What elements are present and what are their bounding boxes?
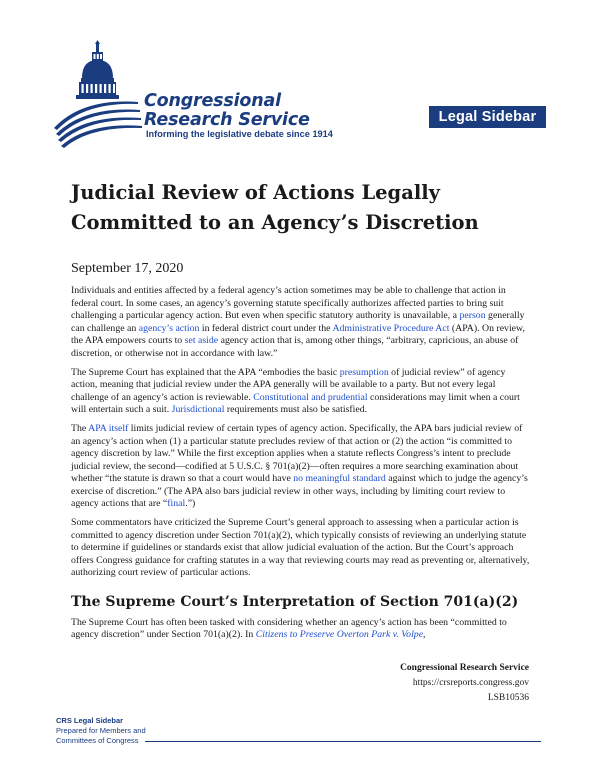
text: of judicial review” of agency action, meaning that judicial review under the APA generally will be available to a party. But not every legal challenge of an agency’s action is reviewable. — [71, 366, 506, 403]
footer-series — [56, 716, 146, 746]
text: considerations may limit when a court will entertain such a suit. — [71, 391, 520, 415]
link-apa-itself[interactable]: APA itself — [88, 423, 129, 434]
section-heading: The Supreme Court’s Interpretation of Section 701(a)(2) — [71, 593, 519, 610]
link-final[interactable]: final — [167, 498, 186, 509]
paragraph-3 — [71, 423, 533, 511]
document-title: Judicial Review of Actions Legally Committed to an Agency’s Discretion — [71, 181, 479, 234]
text: in federal district court under the — [199, 322, 333, 334]
text: The — [71, 423, 89, 434]
text: The Supreme Court has often been tasked with considering whether an agency’s action has been “committed to agency discretion” under Section 701(a)(2). In — [71, 616, 507, 640]
text: , — [423, 629, 426, 640]
link-no-meaningful-standard[interactable]: no meaningful standard — [293, 473, 386, 484]
footer-series-line2: Prepared for Members and — [56, 726, 146, 735]
org-name — [144, 92, 374, 130]
text: The Supreme Court has explained that the APA “embodies the basic — [71, 366, 340, 378]
text: limits judicial review of certain types of agency action. Specifically, the APA bars judicial review of an agency’s action when (1) a particular statute precludes review of that action or (2) the action “is committed to agency discretion by law.” While the first exception applies when a statute reflects Congress’s intent to preclude judicial review, the second—codified at 5 U.S.C. § 701(a)(2)—often requires a more searching examination about whether “the statute is drawn so that a court would have — [71, 423, 523, 484]
footer-series-line3: Committees of Congress — [56, 736, 139, 745]
footer-divider — [145, 741, 541, 742]
paragraph-5 — [71, 617, 533, 642]
link-jurisdictional[interactable]: Jurisdictional — [171, 404, 225, 415]
footer-report-id: LSB10536 — [487, 693, 529, 703]
crs-capitol-logo-icon — [52, 40, 142, 150]
paragraph-4: Some commentators have criticized the Supreme Court’s general approach to assessing when a particular action is committed to agency discretion under Section 701(a)(2), which typically consists of reviewing an underlying statute to determine if guidelines or standards exist that allow judicial evaluation of the action. But the Court’s approach offers Congress guidance for crafting statutes in a way that reviewing courts may read as preventing or, alternatively, authorizing court review of particular actions. — [71, 517, 530, 578]
text: generally can challenge an — [71, 310, 525, 334]
org-name-line1: Congressional — [144, 91, 281, 111]
text: (APA). On review, the APA empowers courts to — [71, 322, 525, 346]
case-name: Citizens to Preserve Overton Park v. Volpe — [255, 629, 424, 640]
paragraph-2 — [71, 367, 533, 417]
link-administrative-procedure-act[interactable]: Administrative Procedure Act — [332, 322, 450, 334]
link-person[interactable]: person — [459, 310, 486, 321]
footer-info — [400, 661, 529, 706]
org-name-line2: Research Service — [144, 110, 310, 130]
footer-org: Congressional Research Service — [400, 663, 529, 673]
text: Individuals and entities affected by a federal agency’s action sometimes may be able to challenge that action in federal court. In some cases, an agency’s governing statute specifically authorizes affected parties to bring suit challenging a particular agency action. But even when specific statutory authority is unavailable, a — [71, 285, 506, 321]
text: requirements must also be satisfied. — [224, 404, 368, 415]
text: against which to judge the agency’s exercise of discretion.” (The APA also bars judicial review in other ways, including by limiting court review to agency actions that are “ — [71, 473, 528, 509]
publication-date: September 17, 2020 — [71, 261, 184, 276]
org-tagline: Informing the legislative debate since 1914 — [146, 129, 333, 139]
footer-series-title: CRS Legal Sidebar — [56, 716, 124, 725]
text: .”) — [185, 498, 196, 509]
link-constitutional-prudential[interactable]: Constitutional and prudential — [253, 391, 368, 403]
link-agency-action[interactable]: agency’s action — [138, 322, 200, 334]
link-set-aside[interactable]: set aside — [184, 335, 219, 346]
footer-url: https://crsreports.congress.gov — [412, 678, 529, 688]
document-body — [71, 285, 533, 648]
paragraph-1 — [71, 285, 533, 360]
link-presumption[interactable]: presumption — [339, 366, 389, 378]
legal-sidebar-badge: Legal Sidebar — [429, 106, 546, 128]
link-overton-park-case[interactable] — [255, 629, 426, 640]
text: agency action that is, among other things, “arbitrary, capricious, an abuse of discretion, or otherwise not in accordance with law.” — [71, 335, 519, 359]
